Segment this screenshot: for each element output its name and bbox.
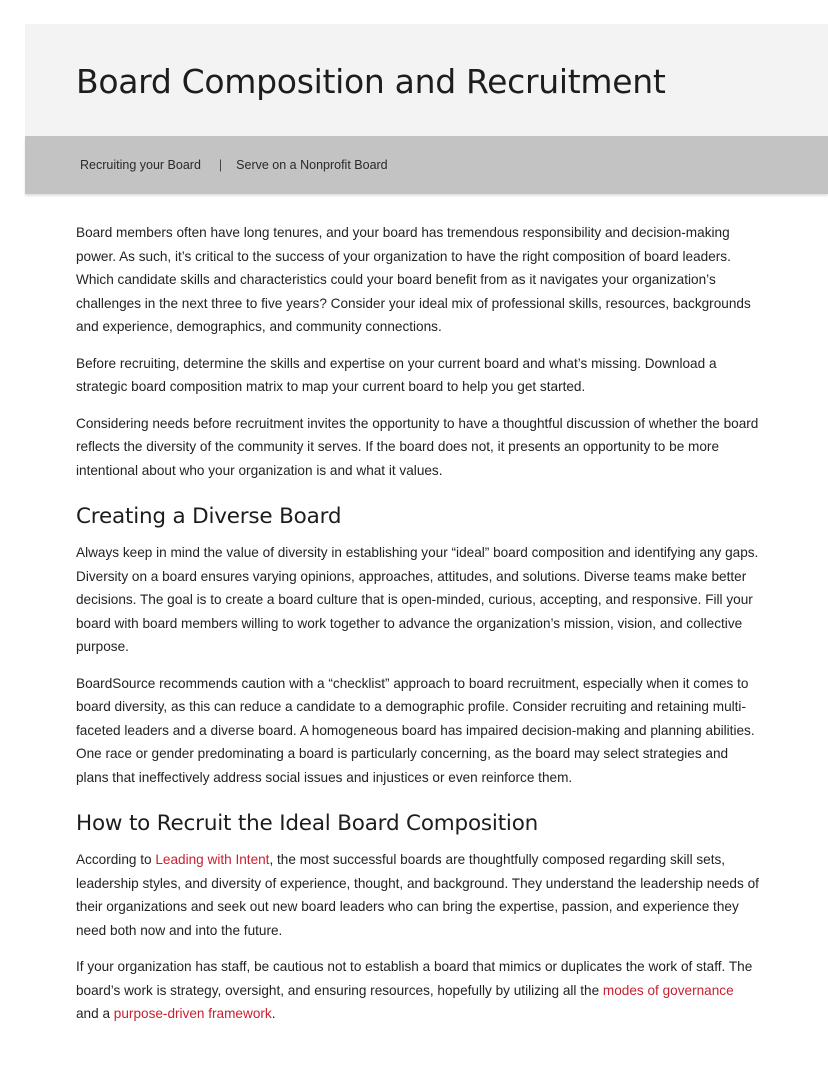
modes-of-governance-link[interactable]: modes of governance: [602, 982, 734, 998]
subnav-link-serve-on-nonprofit-board[interactable]: Serve on a Nonprofit Board: [236, 158, 388, 172]
purpose-driven-framework-link[interactable]: purpose-driven framework: [113, 1006, 272, 1021]
diverse-paragraph-2: BoardSource recommends caution with a “checklist” approach to board recruitment, especially when it comes to board diversity, as this can reduce a candidate to a demographic profile. Consider recruiting and retaining multi-faceted leaders and a diverse board. A homogeneous board has impaired decision-making and planning abilities. One race or gender predominating a board is particularly concerning, as the board may select strategies and plans that ineffectively address social issues and injustices or even reinforce them.: [76, 675, 755, 785]
article-content: [76, 221, 760, 1039]
recruit-p2-text-before: If your organization has staff, be cautious not to establish a board that mimics or duplicates the work of staff. The board’s work is strategy, oversight, and ensuring resources, hopefully by utilizing all the: [76, 959, 753, 998]
recruit-p1-text-after: , the most successful boards are thoughtfully composed regarding skill sets, leadership styles, and diversity of experience, thought, and background. They understand the leadership needs of their organizations and seek out new board leaders who can bring the expertise, passion, and experience they need both now and into the future.: [76, 852, 759, 938]
intro-paragraph-2: Before recruiting, determine the skills and expertise on your current board and what’s missing. Download a strategic board composition matrix to map your current board to help you get started.: [76, 355, 717, 394]
diverse-paragraph-1: Always keep in mind the value of diversity in establishing your “ideal” board composition and identifying any gaps. Diversity on a board ensures varying opinions, approaches, attitudes, and solutions. Diverse teams make better decisions. The goal is to create a board culture that is open-minded, curious, accepting, and responsive. Fill your board with board members willing to work together to advance the organization’s mission, vision, and collective purpose.: [76, 545, 759, 654]
intro-paragraph-3: Considering needs before recruitment invites the opportunity to have a thoughtful discussion of whether the board reflects the diversity of the community it serves. If the board does not, it presents an opportunity to be more intentional about who your organization is and what it values.: [76, 415, 759, 478]
subnav-link-recruiting-your-board[interactable]: Recruiting your Board: [80, 158, 201, 172]
subnav-separator: |: [218, 158, 223, 172]
section-heading-recruit-ideal-composition: How to Recruit the Ideal Board Composition: [76, 811, 539, 836]
recruit-paragraph-2: [76, 955, 760, 1026]
recruit-paragraph-1: [76, 848, 760, 942]
recruit-p1-text-before: According to: [76, 852, 156, 867]
leading-with-intent-link[interactable]: Leading with Intent: [155, 852, 270, 867]
recruit-p2-text-middle: and a: [76, 1006, 114, 1021]
recruit-p2-text-end: .: [271, 1006, 276, 1021]
intro-paragraph-1: Board members often have long tenures, and your board has tremendous responsibility and decision-making power. As such, it’s critical to the success of your organization to have the right composition of board leaders. Which candidate skills and characteristics could your board benefit from as it navigates your organization’s challenges in the next three to five years? Consider your ideal mix of professional skills, resources, backgrounds and experience, demographics, and community connections.: [76, 225, 751, 334]
page-header: [25, 24, 828, 136]
sub-navigation: [25, 136, 828, 194]
page-title: Board Composition and Recruitment: [76, 62, 666, 101]
section-heading-diverse-board: Creating a Diverse Board: [76, 504, 342, 529]
